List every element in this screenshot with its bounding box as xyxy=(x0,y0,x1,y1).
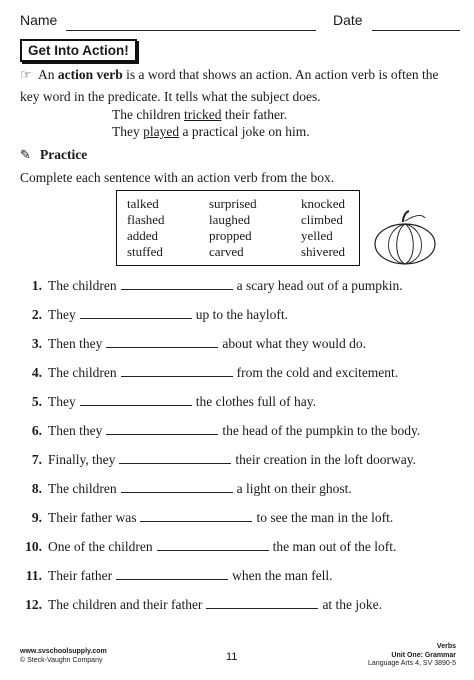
example-sentence xyxy=(112,123,310,140)
word-option: flashed xyxy=(127,212,165,227)
answer-blank[interactable] xyxy=(140,510,252,522)
word-option: stuffed xyxy=(127,244,163,259)
word-option: surprised xyxy=(209,196,257,211)
answer-blank[interactable] xyxy=(119,452,231,464)
examples xyxy=(112,106,310,140)
pointing-hand-icon: ☞ xyxy=(20,67,32,82)
page-number: 11 xyxy=(226,651,238,663)
question-text-before: Their father was xyxy=(48,510,137,525)
word-column xyxy=(127,196,165,260)
practice-heading xyxy=(20,147,87,163)
question-text-before: They xyxy=(48,307,76,322)
question-number: 6. xyxy=(31,423,42,438)
question-text-before: One of the children xyxy=(48,539,153,554)
answer-blank[interactable] xyxy=(106,423,218,435)
question-number: 1. xyxy=(31,278,42,293)
question-item xyxy=(20,336,366,352)
question-text-after: up to the hayloft. xyxy=(195,307,288,322)
question-text-after: their creation in the loft doorway. xyxy=(235,452,416,467)
question-item xyxy=(20,481,352,497)
date-line[interactable] xyxy=(372,30,460,31)
example-text: The children xyxy=(112,107,184,122)
question-number: 11. xyxy=(25,568,42,583)
name-line[interactable] xyxy=(66,30,316,31)
question-text-after: the man out of the loft. xyxy=(272,539,397,554)
answer-blank[interactable] xyxy=(121,365,233,377)
question-number: 4. xyxy=(31,365,42,380)
question-number: 10. xyxy=(25,539,42,554)
word-option: shivered xyxy=(301,244,346,259)
question-item xyxy=(20,510,393,526)
question-item xyxy=(20,394,316,410)
question-text-after: the clothes full of hay. xyxy=(195,394,316,409)
question-item xyxy=(20,365,398,381)
question-text-before: The children xyxy=(48,481,117,496)
intro-term: action verb xyxy=(57,67,123,82)
question-text-before: Finally, they xyxy=(48,452,116,467)
word-option: propped xyxy=(209,228,252,243)
question-item xyxy=(20,568,333,584)
question-text-after: a scary head out of a pumpkin. xyxy=(236,278,403,293)
example-text: their father. xyxy=(221,107,288,122)
answer-blank[interactable] xyxy=(116,568,228,580)
word-option: laughed xyxy=(209,212,251,227)
answer-blank[interactable] xyxy=(106,336,218,348)
question-text-after: when the man fell. xyxy=(232,568,333,583)
question-text-after: about what they would do. xyxy=(222,336,366,351)
word-column xyxy=(301,196,345,260)
question-item xyxy=(20,452,416,468)
example-sentence xyxy=(112,106,310,123)
directions: Complete each sentence with an action verb from the box. xyxy=(20,170,335,185)
question-number: 3. xyxy=(31,336,42,351)
intro-text-before: An xyxy=(38,67,58,82)
header xyxy=(20,12,460,36)
word-option: carved xyxy=(209,244,244,259)
example-text: a practical joke on him. xyxy=(179,124,310,139)
answer-blank[interactable] xyxy=(206,597,318,609)
example-verb: played xyxy=(143,124,180,139)
question-text-after: a light on their ghost. xyxy=(236,481,352,496)
answer-blank[interactable] xyxy=(121,481,233,493)
pencil-icon: ✎ xyxy=(20,147,31,162)
question-item xyxy=(20,539,396,555)
question-item xyxy=(20,307,288,323)
question-text-after: to see the man in the loft. xyxy=(256,510,394,525)
example-text: They xyxy=(112,124,144,139)
footer-section: Verbs xyxy=(436,643,456,650)
question-text-before: The children xyxy=(48,278,117,293)
word-option: yelled xyxy=(301,228,333,243)
lesson-title: Get Into Action! xyxy=(20,39,137,62)
question-text-before: The children xyxy=(48,365,117,380)
name-label: Name xyxy=(20,12,58,28)
question-text-before: They xyxy=(48,394,76,409)
question-item xyxy=(20,597,382,613)
question-number: 8. xyxy=(31,481,42,496)
question-number: 12. xyxy=(25,597,42,612)
question-number: 2. xyxy=(31,307,42,322)
pumpkin-illustration xyxy=(373,210,437,266)
question-number: 9. xyxy=(31,510,42,525)
footer-unit: Unit One: Grammar xyxy=(391,651,456,659)
word-option: added xyxy=(127,228,159,243)
question-text-after: the head of the pumpkin to the body. xyxy=(222,423,421,438)
question-item xyxy=(20,278,403,294)
date-label: Date xyxy=(333,12,363,28)
question-text-before: Their father xyxy=(48,568,113,583)
practice-heading-text: Practice xyxy=(40,147,88,162)
question-number: 5. xyxy=(31,394,42,409)
question-text-before: Then they xyxy=(48,423,103,438)
intro-paragraph xyxy=(20,64,452,108)
answer-blank[interactable] xyxy=(157,539,269,551)
question-text-before: The children and their father xyxy=(48,597,203,612)
answer-blank[interactable] xyxy=(80,394,192,406)
question-item xyxy=(20,423,420,439)
answer-blank[interactable] xyxy=(121,278,233,290)
question-text-before: Then they xyxy=(48,336,103,351)
example-verb: tricked xyxy=(183,107,222,122)
footer-book: Language Arts 4, SV 3890-5 xyxy=(368,660,456,667)
footer-website: www.svschoolsupply.com xyxy=(20,648,107,655)
footer-left xyxy=(20,647,107,665)
answer-blank[interactable] xyxy=(80,307,192,319)
word-option: climbed xyxy=(301,212,343,227)
question-number: 7. xyxy=(31,452,42,467)
word-option: talked xyxy=(127,196,159,211)
word-box xyxy=(116,190,360,266)
question-text-after: from the cold and excitement. xyxy=(236,365,399,380)
intro-text-after: is a word that shows an action. An action verb is often the key word in the predicate. It tells what the subject does. xyxy=(20,67,439,104)
footer-right xyxy=(368,643,456,669)
question-text-after: at the joke. xyxy=(322,597,383,612)
word-option: knocked xyxy=(301,196,346,211)
footer-copyright: © Steck-Vaughn Company xyxy=(20,657,103,664)
word-column xyxy=(209,196,257,260)
